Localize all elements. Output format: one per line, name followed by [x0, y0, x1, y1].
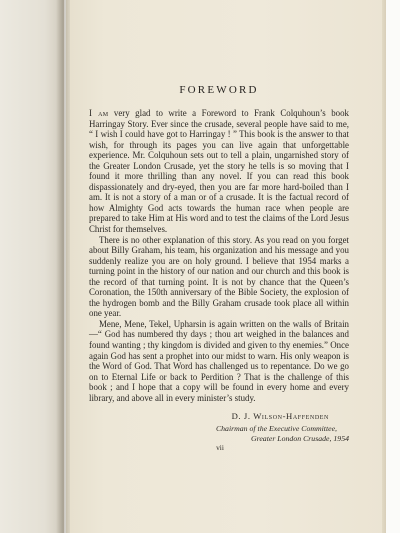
signature: D. J. Wilson-Haffenden [231, 411, 329, 422]
affiliation-line-1: Chairman of the Executive Committee, [215, 424, 337, 434]
page-text-block [89, 84, 349, 452]
page-edge [382, 0, 386, 533]
paragraph-1 [89, 108, 349, 235]
page-heading: FOREWORD [179, 84, 259, 96]
affiliation-line-2: Greater London Crusade, 1954 [250, 433, 349, 443]
page-number: vii [216, 442, 224, 452]
paragraph-1-body: very glad to write a Foreword to Frank Colquhoun’s book Harringay Story. Ever since the crusade, several people have said to me, “ I wish I could have got to Harringay ! ” This book is the answer to that wish, for through its pages you can live again that unforgettable experience. Mr. Colquhoun sets out to tell a plain, ungarnished story of the Greater London Crusade, yet the story he tells is so moving that I found it more thrilling than any novel. If you can read this book dispassionately and dry-eyed, then you are far more hard-boiled than I am. It is not a story of a man or of a crusade. It is the factual record of how Almighty God acts towards the human race when people are prepared to take Him at His word and to test the claims of the Lord Jesus Christ for themselves. [89, 108, 349, 235]
book-gutter [56, 0, 70, 533]
paragraph-2: There is no other explanation of this story. As you read on you forget about Billy Graham, his team, his organization and his message and you suddenly realize you are on holy ground. I believe that 1954 marks a turning point in the history of our nation and our church and this book is the record of that turning point. It is not by chance that the Queen’s Coronation, the 150th anniversary of the Bible Society, the explosion of the hydrogen bomb and the Billy Graham crusade took place all within one year. [89, 234, 349, 319]
paragraph-1-lead: I am [89, 108, 109, 118]
paragraph-3: Mene, Mene, Tekel, Upharsin is again written on the walls of Britain—“ God has numbered thy days ; thou art weighed in the balances and found wanting ; thy kingdom is divided and given to thy enemies.” Once again God has sent a prophet into our midst to warn. His only weapon is the Word of God. That Word has challenged us to repentance. Do we go on to Eternal Life or back to Perdition ? That is the challenge of this book ; and I hope that a copy will be found in every home and every library, and above all in every minister’s study. [89, 318, 349, 403]
facing-page [0, 0, 64, 533]
signatory-affiliation [89, 424, 349, 442]
